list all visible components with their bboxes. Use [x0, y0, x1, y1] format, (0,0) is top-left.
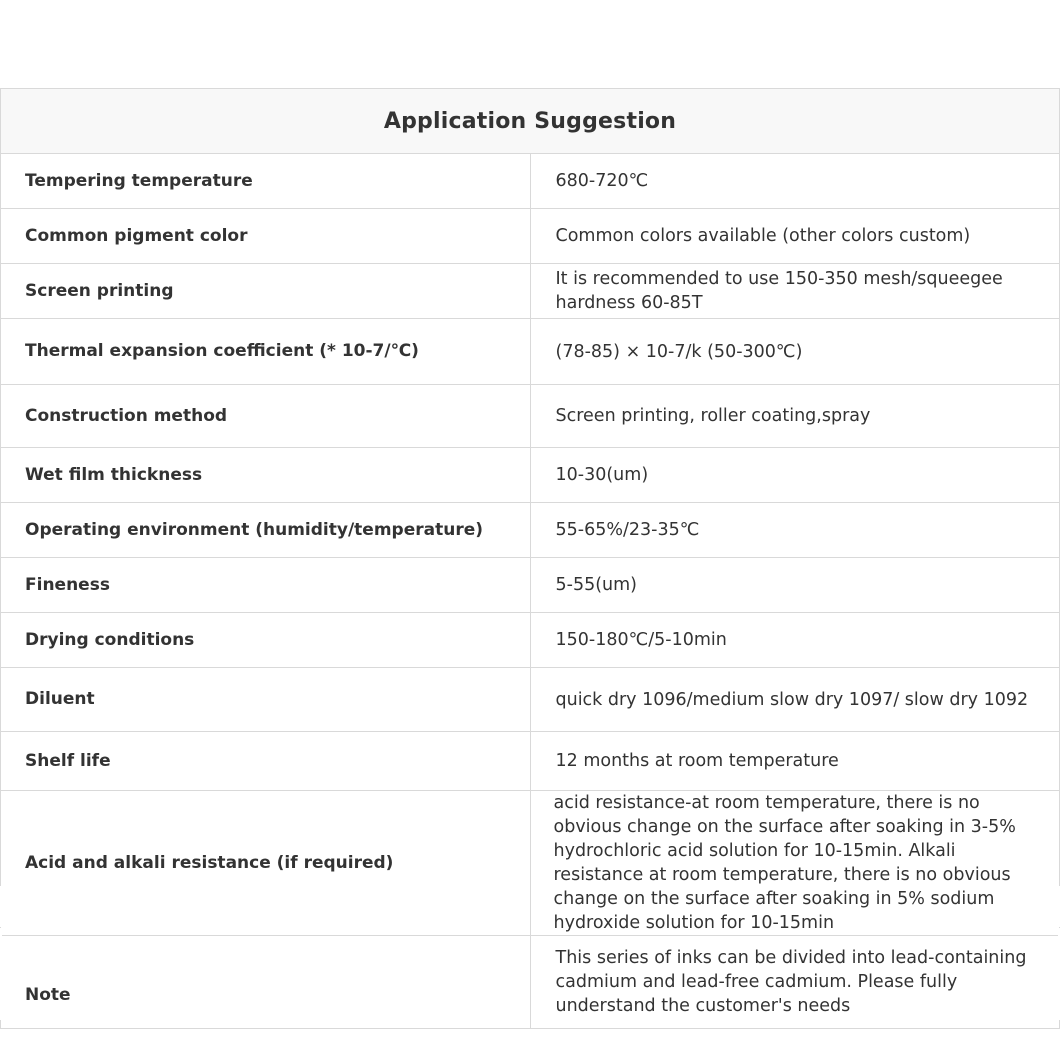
- table-row: [1, 791, 1060, 936]
- row-value: 10-30(um): [530, 448, 1060, 503]
- table-row: [1, 209, 1060, 264]
- row-value: It is recommended to use 150-350 mesh/squeegee hardness 60-85T: [530, 264, 1060, 319]
- row-value: 55-65%/23-35℃: [530, 503, 1060, 558]
- table-title: Application Suggestion: [1, 89, 1060, 154]
- table-row: [1, 448, 1060, 503]
- row-value: (78-85) × 10-7/k (50-300℃): [530, 319, 1060, 385]
- row-label: Common pigment color: [1, 209, 531, 264]
- application-suggestion-table: [0, 88, 1060, 1029]
- row-value: 150-180℃/5-10min: [530, 613, 1060, 668]
- application-suggestion-table-container: [0, 88, 1060, 1029]
- row-label: Operating environment (humidity/temperature): [1, 503, 531, 558]
- row-label: Tempering temperature: [1, 154, 531, 209]
- table-row: [1, 558, 1060, 613]
- row-value: acid resistance-at room temperature, there is no obvious change on the surface after soaking in 3-5% hydrochloric acid solution for 10-15min. Alkali resistance at room temperature, there is no obvious change on the surface after soaking in 5% sodium hydroxide solution for 10-15min: [530, 791, 1060, 936]
- table-header-row: [1, 89, 1060, 154]
- row-value: 680-720℃: [530, 154, 1060, 209]
- row-value: quick dry 1096/medium slow dry 1097/ slow dry 1092: [530, 668, 1060, 732]
- row-value: Common colors available (other colors custom): [530, 209, 1060, 264]
- row-label: Shelf life: [1, 732, 531, 791]
- table-row: [1, 264, 1060, 319]
- row-label: Screen printing: [1, 264, 531, 319]
- row-label: Drying conditions: [1, 613, 531, 668]
- table-row: [1, 385, 1060, 448]
- table-row: [1, 319, 1060, 385]
- border-gap: [0, 928, 2, 1020]
- table-row: [1, 936, 1060, 1029]
- row-label: Thermal expansion coefficient (* 10-7/℃): [1, 319, 531, 385]
- row-label: Wet film thickness: [1, 448, 531, 503]
- row-label: Acid and alkali resistance (if required): [1, 791, 531, 936]
- row-value: This series of inks can be divided into lead-containing cadmium and lead-free cadmium. Please fully understand the customer's needs: [530, 936, 1060, 1029]
- table-row: [1, 732, 1060, 791]
- row-label: Note: [1, 936, 531, 1029]
- row-value: Screen printing, roller coating,spray: [530, 385, 1060, 448]
- table-row: [1, 154, 1060, 209]
- row-label: Diluent: [1, 668, 531, 732]
- row-label: Fineness: [1, 558, 531, 613]
- table-row: [1, 668, 1060, 732]
- row-value: 12 months at room temperature: [530, 732, 1060, 791]
- border-gap: [0, 886, 2, 927]
- table-row: [1, 613, 1060, 668]
- table-row: [1, 503, 1060, 558]
- row-label: Construction method: [1, 385, 531, 448]
- row-value: 5-55(um): [530, 558, 1060, 613]
